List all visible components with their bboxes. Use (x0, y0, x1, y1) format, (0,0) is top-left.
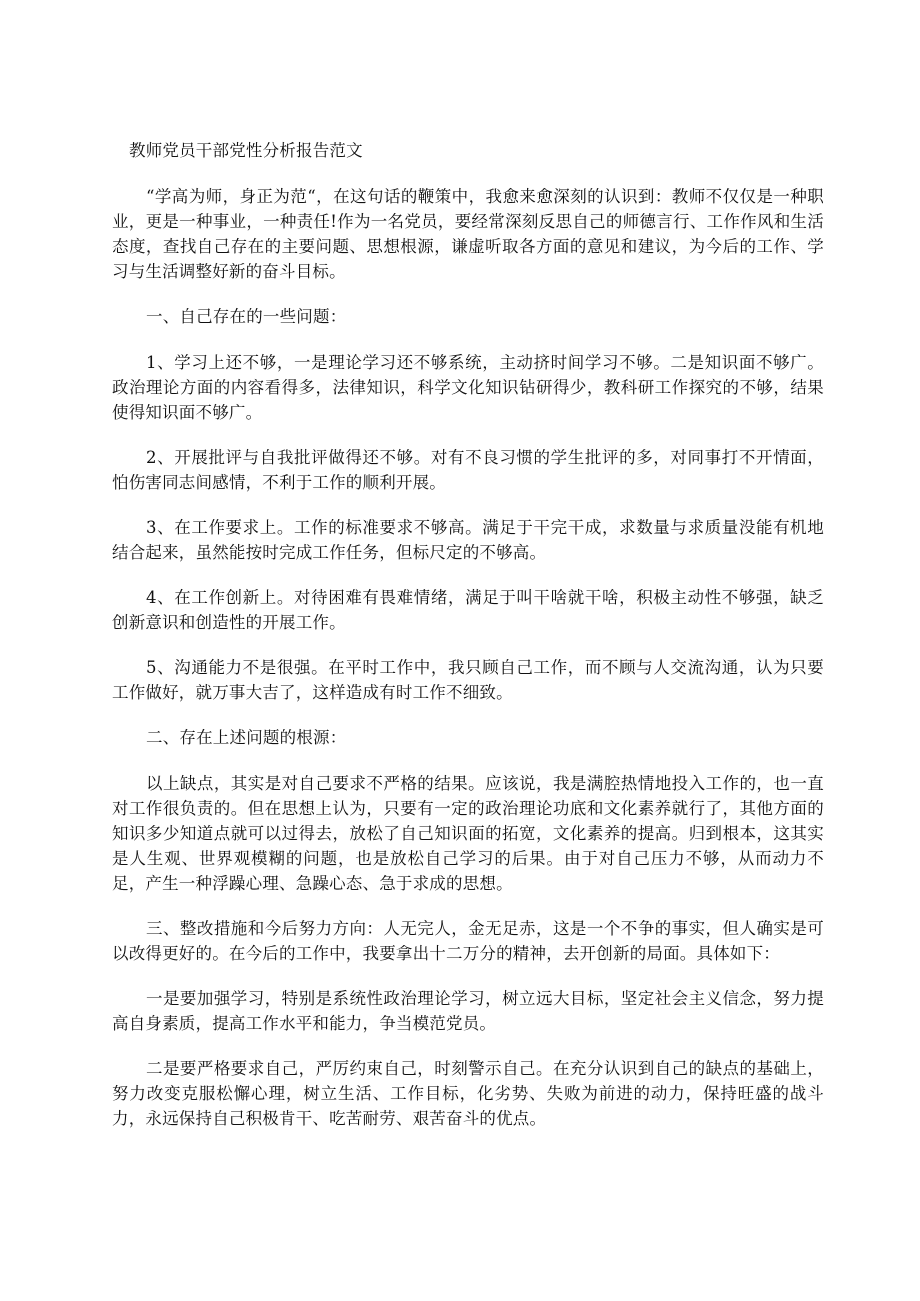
problem-item-4: 4、在工作创新上。对待困难有畏难情绪，满足于叫干啥就干啥，积极主动性不够强，缺乏创新意识和创造性的开展工作。 (112, 588, 824, 632)
root-cause-paragraph: 以上缺点，其实是对自己要求不严格的结果。应该说，我是满腔热情地投入工作的，也一直对工作很负责的。但在思想上认为，只要有一定的政治理论功底和文化素养就行了，其他方面的知识多少知道点就可以过得去，放松了自己知识面的拓宽，文化素养的提高。归到根本，这其实是人生观、世界观模糊的问题，也是放松自己学习的后果。由于对自己压力不够，从而动力不足，产生一种浮躁心理、急躁心态、急于求成的思想。 (112, 774, 824, 893)
document-page (112, 138, 824, 1151)
document-title: 教师党员干部党性分析报告范文 (129, 141, 363, 160)
section-heading-measures: 三、整改措施和今后努力方向：人无完人，金无足赤，这是一个不争的事实，但人确实是可以改得更好的。在今后的工作中，我要拿出十二万分的精神，去开创新的局面。具体如下： (112, 919, 824, 963)
measure-item-2: 二是要严格要求自己，严厉约束自己，时刻警示自己。在充分认识到自己的缺点的基础上，努力改变克服松懈心理，树立生活、工作目标，化劣势、失败为前进的动力，保持旺盛的战斗力，永远保持自己积极肯干、吃苦耐劳、艰苦奋斗的优点。 (112, 1059, 824, 1128)
problem-item-2: 2、开展批评与自我批评做得还不够。对有不良习惯的学生批评的多，对同事打不开情面，怕伤害同志间感情，不利于工作的顺利开展。 (112, 448, 824, 492)
measure-item-1: 一是要加强学习，特别是系统性政治理论学习，树立远大目标，坚定社会主义信念，努力提高自身素质，提高工作水平和能力，争当模范党员。 (112, 989, 824, 1033)
section-heading-problems: 一、自己存在的一些问题： (146, 307, 347, 326)
section-heading-root-causes: 二、存在上述问题的根源： (146, 728, 347, 747)
problem-item-3: 3、在工作要求上。工作的标准要求不够高。满足于干完干成，求数量与求质量没能有机地结合起来，虽然能按时完成工作任务，但标尺定的不够高。 (112, 518, 824, 562)
intro-paragraph: “学高为师，身正为范“，在这句话的鞭策中，我愈来愈深刻的认识到：教师不仅仅是一种职业，更是一种事业，一种责任!作为一名党员，要经常深刻反思自己的师德言行、工作作风和生活态度，查找自己存在的主要问题、思想根源，谦虚听取各方面的意见和建议，为今后的工作、学习与生活调整好新的奋斗目标。 (112, 187, 824, 281)
problem-item-5: 5、沟通能力不是很强。在平时工作中，我只顾自己工作，而不顾与人交流沟通，认为只要工作做好，就万事大吉了，这样造成有时工作不细致。 (112, 658, 824, 702)
problem-item-1: 1、学习上还不够，一是理论学习还不够系统，主动挤时间学习不够。二是知识面不够广。政治理论方面的内容看得多，法律知识，科学文化知识钻研得少，教科研工作探究的不够，结果使得知识面不够广。 (112, 353, 824, 422)
